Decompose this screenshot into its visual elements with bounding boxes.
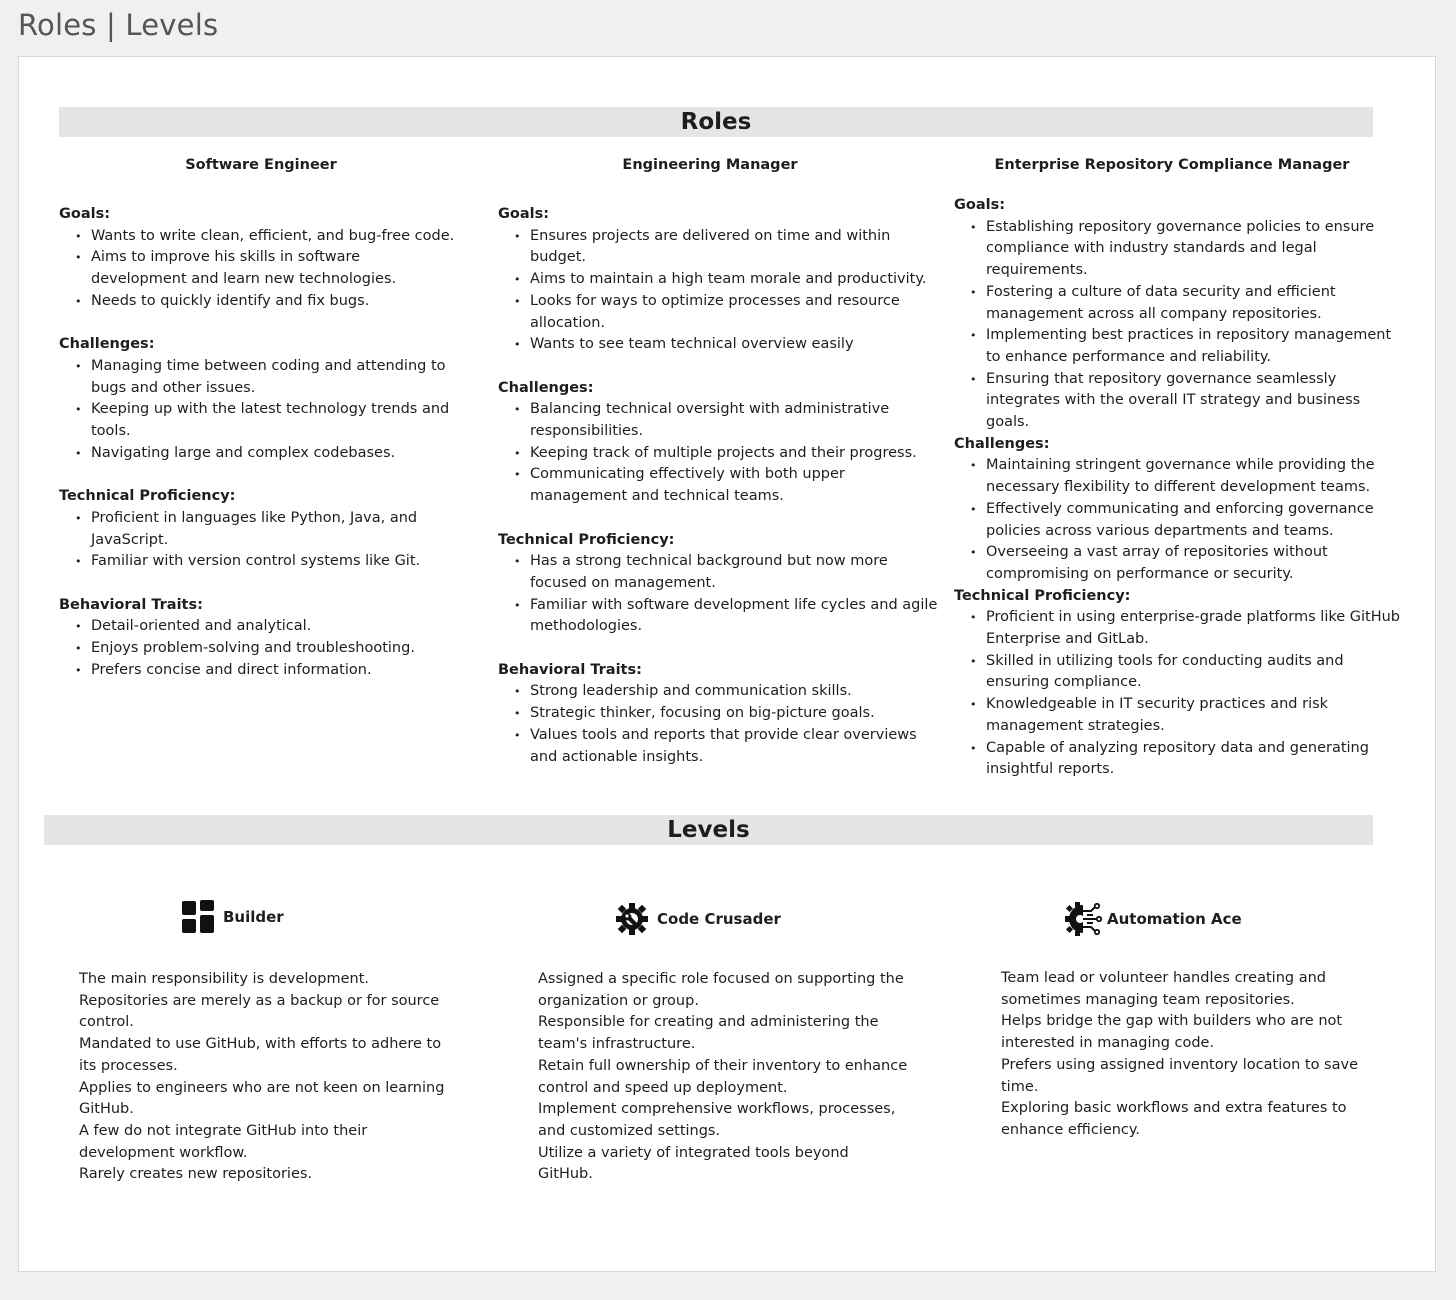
bullet-list: [498, 551, 938, 638]
role-section: [59, 595, 459, 682]
section-heading: Technical Proficiency:: [498, 531, 675, 548]
bullet-item: • Looks for ways to optimize processes and resource allocation.: [498, 291, 938, 334]
role-section: [498, 660, 938, 769]
level-line: Repositories are merely as a backup or for source control.: [79, 992, 440, 1031]
bullet-item: • Balancing technical oversight with administrative responsibilities.: [498, 399, 938, 442]
section-heading: Challenges:: [954, 435, 1050, 452]
bullet-item: • Fostering a culture of data security and efficient management across all company repositories.: [954, 282, 1404, 325]
bullet-list: [59, 508, 459, 573]
grid-blocks-icon: [181, 900, 215, 934]
bullet-item: • Managing time between coding and attending to bugs and other issues.: [59, 356, 459, 399]
role-card-engineering-manager: [498, 204, 938, 790]
role-section: [954, 195, 1404, 434]
bullet-item: • Aims to improve his skills in software development and learn new technologies.: [59, 247, 459, 290]
gear-circuit-icon: [1065, 902, 1099, 936]
bullet-item: • Establishing repository governance policies to ensure compliance with industry standards and legal requirements.: [954, 217, 1404, 282]
bullet-item: • Navigating large and complex codebases.: [59, 443, 459, 465]
bullet-item: • Overseeing a vast array of repositories without compromising on performance or security.: [954, 542, 1404, 585]
bullet-list: [954, 455, 1404, 585]
section-heading: Challenges:: [59, 336, 155, 353]
bullet-item: • Effectively communicating and enforcing governance policies across various departments and teams.: [954, 499, 1404, 542]
level-description-automation-ace: [1001, 968, 1361, 1142]
role-card-software-engineer: [59, 204, 459, 703]
bullet-item: • Aims to maintain a high team morale and productivity.: [498, 269, 938, 291]
board-canvas: [18, 56, 1436, 1272]
bullet-item: • Needs to quickly identify and fix bugs.: [59, 291, 459, 313]
role-section: [59, 486, 459, 573]
section-heading: Technical Proficiency:: [954, 587, 1131, 604]
level-line: Implement comprehensive workflows, processes, and customized settings.: [538, 1101, 896, 1139]
bullet-item: • Proficient in languages like Python, Java, and JavaScript.: [59, 508, 459, 551]
bullet-list: [498, 681, 938, 768]
level-line: The main responsibility is development.: [79, 971, 369, 987]
role-title-engineering-manager: Engineering Manager: [622, 157, 798, 173]
bullet-item: • Communicating effectively with both upper management and technical teams.: [498, 464, 938, 507]
bullet-item: • Has a strong technical background but now more focused on management.: [498, 551, 938, 594]
section-heading: Challenges:: [498, 379, 594, 396]
bullet-list: [498, 226, 938, 356]
level-line: Responsible for creating and administering the team's infrastructure.: [538, 1014, 879, 1053]
bullet-list: [59, 226, 459, 313]
level-description-code-crusader: [538, 969, 908, 1186]
bullet-item: • Implementing best practices in repository management to enhance performance and reliability.: [954, 325, 1404, 368]
bullet-item: • Wants to write clean, efficient, and bug-free code.: [59, 226, 459, 248]
bullet-list: [59, 356, 459, 465]
bullet-item: • Wants to see team technical overview easily: [498, 334, 938, 356]
role-section: [498, 204, 938, 356]
level-header-code-crusader: [615, 902, 781, 936]
bullet-item: • Knowledgeable in IT security practices and risk management strategies.: [954, 694, 1404, 737]
bullet-item: • Ensuring that repository governance seamlessly integrates with the overall IT strategy and business goals.: [954, 369, 1404, 434]
page-title: Roles | Levels: [18, 8, 219, 42]
bullet-item: • Familiar with version control systems like Git.: [59, 551, 459, 573]
bullet-item: • Keeping up with the latest technology trends and tools.: [59, 399, 459, 442]
level-line: Helps bridge the gap with builders who are not interested in managing code.: [1001, 1013, 1343, 1052]
role-section: [498, 378, 938, 508]
role-card-compliance-manager: [954, 195, 1404, 781]
level-title-builder: Builder: [223, 908, 284, 926]
bullet-list: [59, 616, 459, 681]
bullet-item: • Capable of analyzing repository data and generating insightful reports.: [954, 738, 1404, 781]
roles-heading: Roles: [59, 107, 1373, 137]
bullet-list: [498, 399, 938, 508]
section-heading: Technical Proficiency:: [59, 488, 236, 505]
bullet-item: • Keeping track of multiple projects and their progress.: [498, 443, 938, 465]
section-heading: Goals:: [954, 197, 1006, 213]
bullet-list: [954, 607, 1404, 781]
level-title-code-crusader: Code Crusader: [657, 910, 781, 928]
level-line: Assigned a specific role focused on supporting the organization or group.: [538, 971, 904, 1009]
role-title-software-engineer: Software Engineer: [185, 157, 337, 173]
level-header-automation-ace: [1065, 902, 1242, 936]
role-section: [954, 434, 1404, 586]
level-line: Exploring basic workflows and extra features to enhance efficiency.: [1001, 1100, 1347, 1138]
section-heading: Behavioral Traits:: [498, 661, 642, 678]
bullet-item: • Enjoys problem-solving and troubleshooting.: [59, 638, 459, 660]
bullet-item: • Proficient in using enterprise-grade platforms like GitHub Enterprise and GitLab.: [954, 607, 1404, 650]
levels-heading: Levels: [44, 815, 1373, 845]
bullet-item: • Values tools and reports that provide clear overviews and actionable insights.: [498, 725, 938, 768]
level-line: Prefers using assigned inventory location to save time.: [1001, 1056, 1358, 1095]
level-header-builder: [181, 900, 284, 934]
role-section: [59, 334, 459, 464]
role-section: [59, 204, 459, 313]
role-section: [954, 586, 1404, 781]
bullet-item: • Maintaining stringent governance while providing the necessary flexibility to different development teams.: [954, 455, 1404, 498]
bullet-item: • Detail-oriented and analytical.: [59, 616, 459, 638]
bullet-item: • Strong leadership and communication skills.: [498, 681, 938, 703]
level-line: Retain full ownership of their inventory to enhance control and speed up deployment.: [538, 1057, 908, 1096]
level-line: Team lead or volunteer handles creating and sometimes managing team repositories.: [1001, 970, 1326, 1008]
role-section: [498, 530, 938, 639]
level-line: Mandated to use GitHub, with efforts to adhere to its processes.: [79, 1036, 442, 1074]
role-title-compliance-manager: Enterprise Repository Compliance Manager: [994, 157, 1350, 173]
bullet-item: • Prefers concise and direct information.: [59, 660, 459, 682]
section-heading: Behavioral Traits:: [59, 596, 203, 613]
level-description-builder: [79, 969, 449, 1186]
bullet-item: • Skilled in utilizing tools for conducting audits and ensuring compliance.: [954, 651, 1404, 694]
section-heading: Goals:: [498, 206, 550, 222]
bullet-list: [954, 217, 1404, 434]
level-line: Utilize a variety of integrated tools beyond GitHub.: [538, 1144, 849, 1183]
bullet-item: • Strategic thinker, focusing on big-picture goals.: [498, 703, 938, 725]
level-title-automation-ace: Automation Ace: [1107, 910, 1242, 928]
bullet-item: • Familiar with software development life cycles and agile methodologies.: [498, 595, 938, 638]
level-line: Applies to engineers who are not keen on learning GitHub.: [79, 1079, 445, 1118]
level-line: Rarely creates new repositories.: [79, 1166, 313, 1183]
section-heading: Goals:: [59, 206, 111, 222]
level-line: A few do not integrate GitHub into their development workflow.: [79, 1122, 368, 1161]
gear-wrench-icon: [615, 902, 649, 936]
bullet-item: • Ensures projects are delivered on time and within budget.: [498, 226, 938, 269]
